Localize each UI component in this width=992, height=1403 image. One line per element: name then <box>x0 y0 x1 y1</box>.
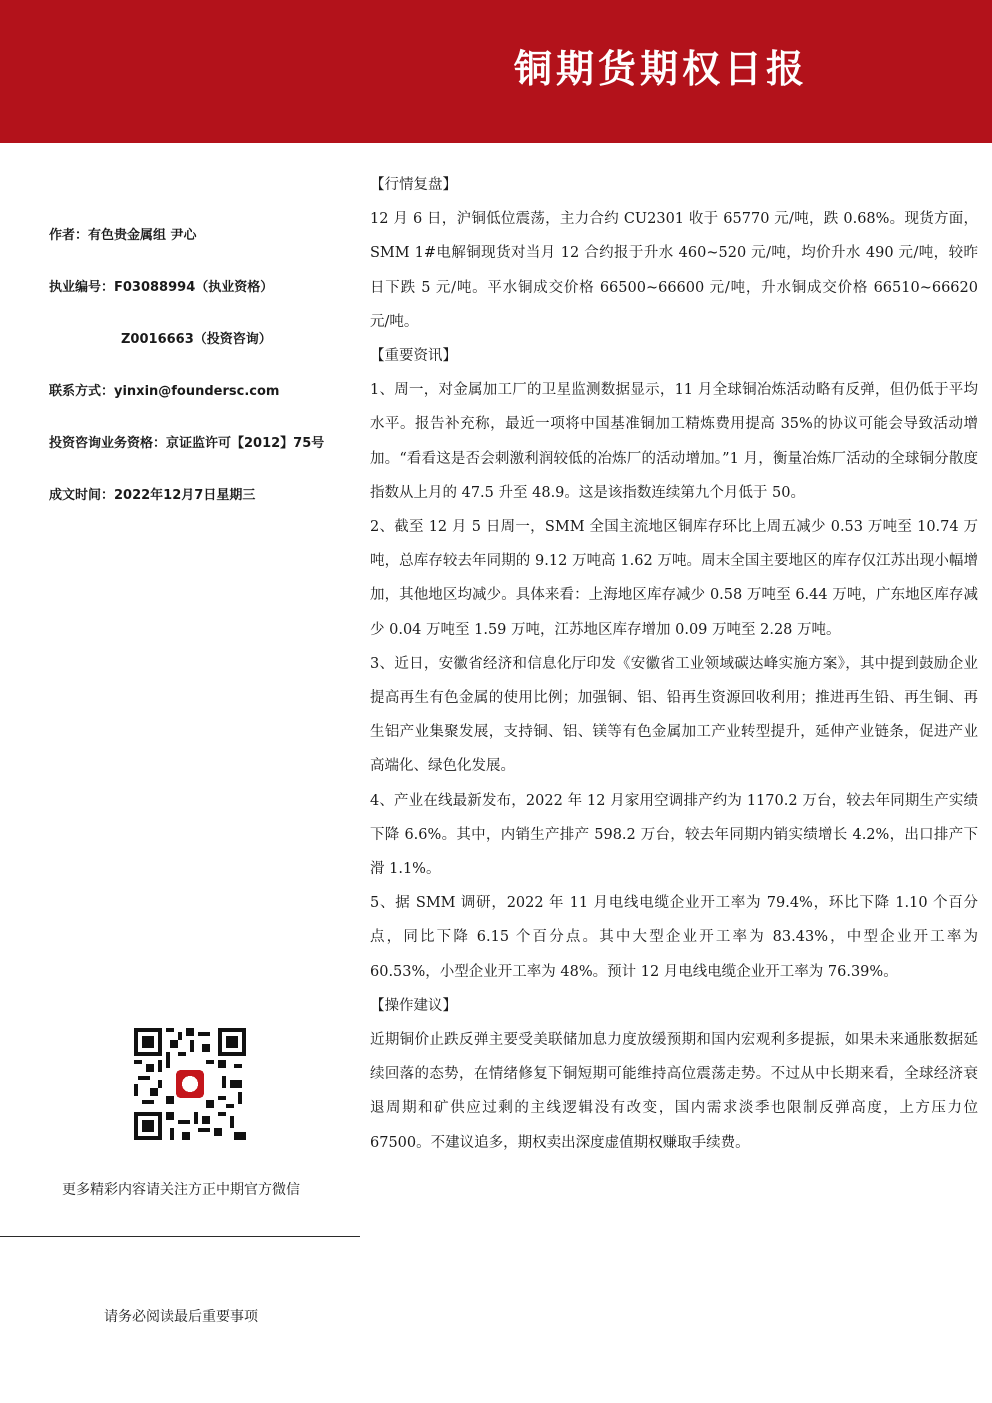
qr-caption: 更多精彩内容请关注方正中期官方微信 <box>62 1182 300 1198</box>
qualification-line: 投资咨询业务资格：京证监许可【2012】75号 <box>49 436 325 451</box>
wechat-qr-code <box>134 1028 246 1140</box>
news-paragraph: 5、据 SMM 调研，2022 年 11 月电线电缆企业开工率为 79.4%，环比下降 1.10 个百分点，同比下降 6.15 个百分点。其中大型企业开工率为 83.43%，中型企业开工率为 60.53%，小型企业开工率为 48%。预计 12 月电线电缆企业开工率为 76.39%。 <box>370 895 978 980</box>
disclaimer-note: 请务必阅读最后重要事项 <box>104 1309 258 1325</box>
author-line: 作者：有色贵金属组 尹心 <box>49 228 197 243</box>
section-title-news: 【重要资讯】 <box>370 348 457 365</box>
page-title: 铜期货期权日报 <box>514 47 809 91</box>
market-review-paragraph: 12 月 6 日，沪铜低位震荡，主力合约 CU2301 收于 65770 元/吨，跌 0.68%。现货方面，SMM 1#电解铜现货对当月 12 合约报于升水 460~520 元/吨，均价升水 490 元/吨，较昨日下跌 5 元/吨。平水铜成交价格 66500~66600 元/吨，升水铜成交价格 66510~66620 元/吨。 <box>370 211 978 330</box>
news-paragraph: 1、周一，对金属加工厂的卫星监测数据显示，11 月全球铜冶炼活动略有反弹，但仍低于平均水平。报告补充称，最近一项将中国基准铜加工精炼费用提高 35%的协议可能会导致活动增加。“看看这是否会刺激利润较低的冶炼厂的活动增加。”1 月，衡量冶炼厂活动的全球铜分散度指数从上月的 47.5 升至 48.9。这是该指数连续第九个月低于 50。 <box>370 382 978 501</box>
report-date: 成文时间：2022年12月7日星期三 <box>49 488 256 503</box>
header-banner <box>0 0 992 143</box>
section-title-advice: 【操作建议】 <box>370 997 457 1014</box>
advice-paragraph: 近期铜价止跌反弹主要受美联储加息力度放缓预期和国内宏观利多提振，如果未来通胀数据延续回落的态势，在情绪修复下铜短期可能维持高位震荡走势。不过从中长期来看，全球经济衰退周期和矿供应过剩的主线逻辑没有改变，国内需求淡季也限制反弹高度，上方压力位 67500。不建议追多，期权卖出深度虚值期权赚取手续费。 <box>370 1032 978 1151</box>
report-body <box>370 168 978 1160</box>
license-number-consulting: Z0016663（投资咨询） <box>121 332 272 347</box>
license-number: 执业编号：F03088994（执业资格） <box>49 280 274 295</box>
news-paragraph: 3、近日，安徽省经济和信息化厅印发《安徽省工业领域碳达峰实施方案》，其中提到鼓励企业提高再生有色金属的使用比例；加强铜、铝、铅再生资源回收利用；推进再生铅、再生铜、再生铝产业集聚发展，支持铜、铝、镁等有色金属加工产业转型提升，延伸产业链条，促进产业高端化、绿色化发展。 <box>370 655 978 775</box>
section-title-market: 【行情复盘】 <box>370 177 457 193</box>
sidebar-divider <box>0 1236 360 1237</box>
contact-email: 联系方式：yinxin@foundersc.com <box>49 384 280 399</box>
news-paragraph: 4、产业在线最新发布，2022 年 12 月家用空调排产约为 1170.2 万台，较去年同期生产实绩下降 6.6%。其中，内销生产排产 598.2 万台，较去年同期内销实绩增长 4.2%，出口排产下滑 1.1%。 <box>370 792 978 878</box>
news-paragraph: 2、截至 12 月 5 日周一，SMM 全国主流地区铜库存环比上周五减少 0.53 万吨至 10.74 万吨，总库存较去年同期的 9.12 万吨高 1.62 万吨。周末全国主要地区的库存仅江苏出现小幅增加，其他地区均减少。具体来看：上海地区库存减少 0.58 万吨至 6.44 万吨，广东地区库存减少 0.04 万吨至 1.59 万吨，江苏地区库存增加 0.09 万吨至 2.28 万吨。 <box>370 519 978 638</box>
